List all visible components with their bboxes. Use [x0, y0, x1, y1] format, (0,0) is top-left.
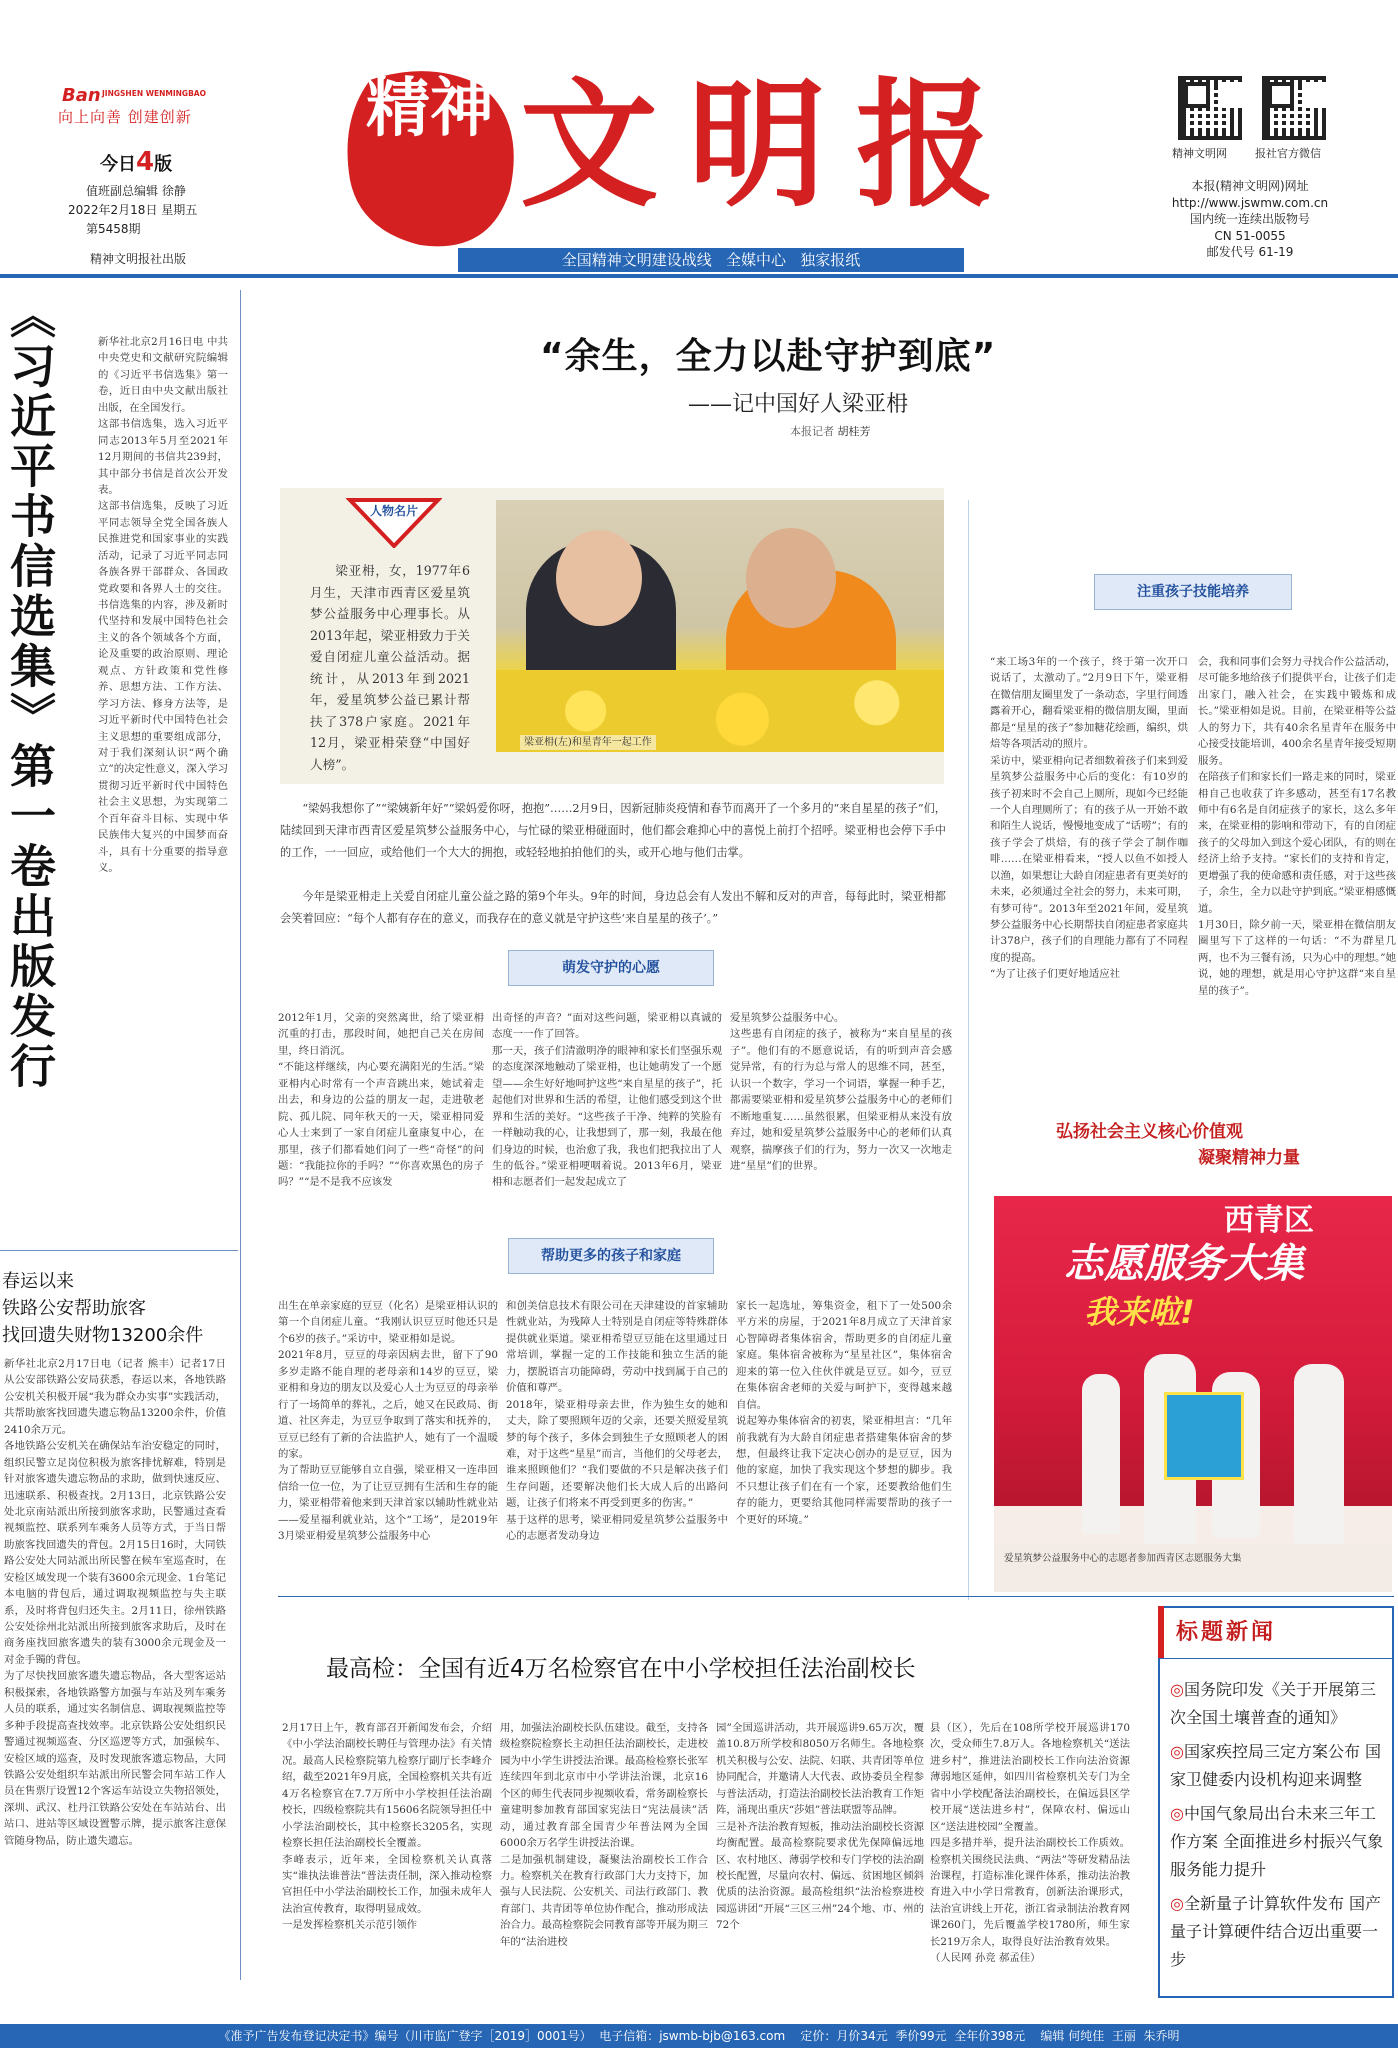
photo2-banner-1: 西青区 — [1224, 1203, 1314, 1238]
photo2-person-4 — [1294, 1364, 1344, 1544]
slogan: 向上向善 创建创新 — [58, 108, 192, 126]
qr-code-wechat — [1262, 76, 1326, 140]
edu-col1: 2月17日上午，教育部召开新闻发布会，介绍《中小学法治副校长聘任与管理办法》有关情况。最高人民检察院第九检察厅副厅长李峰介绍，截至2021年9月底，全国检察机关共有近4万名检察官在7.7万所中小学校担任法治副校长，四级检察院共有15606名院领导担任中小学法治副校长，其中检察长3205名，实现检察长担任法治副校长全覆盖。 李峰表示，近年来，全国检察机关认真落实“谁执法谁普法”普法责任制，深入推动检察官担任中小学法治副校长工作，加强未成年人法治宣传教育，取得明显成效。 一是发挥检察机关示范引领作 — [282, 1722, 492, 1932]
photo2-sign — [1164, 1392, 1244, 1480]
section2-col2: 和创美信息技术有限公司在天津建设的首家辅助性就业站，为残障人士特别是自闭症等特殊群体提供就业渠道。梁亚枏希望豆豆能在这里通过日常培训，掌握一定的工作技能和独立生活的能力，摆脱语言功能障碍，劳动中找到属于自己的价值和尊严。 2018年，梁亚枏母亲去世，作为独生女的她和丈夫，除了要照顾年迈的父亲，还要关照爱星筑梦的每个孩子，多体会到独生子女照顾老人的困难，对于这些“星星”而言，当他们的父母老去，谁来照顾他们？“我们要做的不只是解决孩子们生存问题，还要解决他们长大成人后的出路问题，让孩子们将来不再受到更多的伤害。” 基于这样的思考，梁亚枏同爱星筑梦公益服务中心的志愿者发动身边 — [506, 1300, 728, 1543]
feature-photo — [496, 500, 944, 752]
section1-col2: 出奇怪的声音？”面对这些问题，梁亚枏以真诚的态度一一作了回答。 那一天，孩子们清澈明净的眼神和家长们坚强乐观的态度深深地触动了梁亚枏，也让她萌发了一个愿望——余生好好地呵护这些“来自星星的孩子”，托起他们对世界和生活的希望，让他们感受到这个世界和生活的美好。“这些孩子干净、纯粹的笑脸有一样触动我的心，让我想到了，那一刻，我最在他们身边的时候，也治愈了我，我也们把我拉出了人生的低谷。”梁亚枏哽咽着说。2013年6月，梁亚枏和志愿者们一起发起成立了 — [492, 1012, 722, 1189]
edu-col2: 用，加强法治副校长队伍建设。截至，支持各级检察院检察长主动担任法治副校长，走进校园为中小学生讲授法治课。最高检检察长张军连续四年到北京市中小学讲法治课，北京16个区的师生代表同步视频收看，常务副检察长童建明参加教育部国家宪法日“宪法晨读”活动，通过教育部全国青少年普法网为全国6000余万名学生讲授法治课。 二是加强机制建设，凝聚法治副校长工作合力。检察机关在教育行政部门大力支持下，加强与人民法院、公安机关、司法行政部门、教育部门、共青团等单位协作配合，推动形成法治合力。最高检察院会同教育部等开展为期三年的“法治进校 — [500, 1722, 708, 1948]
site-info: 本报(精神文明网)网址 http://www.jswmw.com.cn 国内统一连续出版物号 CN 51-0055 邮发代号 61-19 — [1171, 179, 1329, 259]
photo2-banner-3: 我来啦! — [1084, 1293, 1195, 1331]
brief-item[interactable]: ◎国家疾控局三定方案公布 国家卫健委内设机构迎来调整 — [1170, 1742, 1382, 1789]
rail-story-body: 新华社北京2月17日电（记者 熊丰）记者17日从公安部铁路公安局获悉，春运以来，各地铁路公安机关积极开展“我为群众办实事”实践活动，共帮助旅客找回遗失遗忘物品13200余件，价值2410余万元。 各地铁路公安机关在确保站车治安稳定的同时，组织民警立足岗位积极为旅客排忧解难，特别是针对旅客遗失遗忘物品的求助，做到快速反应、迅速联系、积极查找。2月13日，北京铁路公安处北京南站派出所接到旅客求助，民警通过查看视频监控、联系列车乘务人员等方式，于当日帮助旅客找回遗失的背包。2月15日16时，大同铁路公安处大同站派出所民警在候车室巡查时，在安检区域发现一个装有3600余元现金、1台笔记本电脑的背包后，通过调取视频监控与失主联系，及时将背包归还失主。2月11日，徐州铁路公安处徐州北站派出所接到旅客求助后，及时在商务座找回旅客遗失的装有3000余元现金及一对金手镯的背包。 为了尽快找回旅客遗失遗忘物品，各大型客运站积极探索，各地铁路警方加强与车站及列车乘务人员的联系，通过实名制信息、调取视频监控等多种手段提高查找效率。北京铁路公安处组织民警通过视频巡查、分区巡逻等方式，加强候车、安检区域的巡查，及时发现旅客遗忘物品，大同铁路公安处组织车站派出所民警会同车站工作人员在售票厅设置12个客运车站设立失物招领处，深圳、武汉、杜丹江铁路公安处在车站站台、出站口、进站等区域设置警示牌，提示旅客注意保管随身物品，防止遗失遗忘。 — [4, 1358, 226, 1847]
book-story-headline: 《习近平书信选集》第一卷出版发行 — [3, 292, 57, 1092]
brief-item[interactable]: ◎全新量子计算软件发布 国产量子计算硬件结合迈出重要一步 — [1170, 1894, 1382, 1969]
volunteer-photo — [994, 1196, 1392, 1592]
volunteer-photo-caption: 爱星筑梦公益服务中心的志愿者参加西青区志愿服务大集 — [1004, 1553, 1242, 1564]
feature-photo-caption: 梁亚枏(左)和星青年一起工作 — [520, 735, 656, 750]
lower-section-rule — [278, 1596, 1394, 1597]
main-subtitle: ——记中国好人梁亚枏 — [688, 392, 909, 417]
subhead-2: 帮助更多的孩子和家庭 — [508, 1238, 714, 1274]
briefs-list — [1170, 1676, 1384, 1974]
subhead-1: 萌发守护的心愿 — [508, 950, 714, 986]
lead-paragraph-1: “梁妈我想你了”“梁姨新年好”“梁妈爱你呀，抱抱”……2月9日，因新冠肺炎疫情和春节而离开了一个多月的“来自星星的孩子”们，陆续回到天津市西青区爱星筑梦公益服务中心，与忙碌的梁亚枏碰面时，他们都会难抑心中的喜悦上前打个招呼。梁亚枏也会停下手中的工作，一一回应，或给他们一个大大的拥抱，或轻轻地拍拍他们的头，或开心地与他们击掌。 — [280, 802, 946, 859]
newspaper-title: 文明报 — [520, 63, 1025, 226]
bullet-icon: ◎ — [1170, 1680, 1184, 1699]
section1-col3: 爱星筑梦公益服务中心。 这些患有自闭症的孩子，被称为“来自星星的孩子”。他们有的不愿意说话，有的听到声音会感觉异常，有的行为总与常人的思维不同，甚至，认识一个数字，学习一个词语，掌握一种手艺，都需要梁亚枏和爱星筑梦公益服务中心的老师们不断地重复……虽然很累，但梁亚枏从来没有放弃过，她和爱星筑梦公益服务中心的老师们认真观察，揣摩孩子们的行为，努力一次又一次地走进“星星”们的世界。 — [730, 1012, 952, 1172]
briefs-accent — [1158, 1606, 1164, 1658]
photo2-slogan-1: 弘扬社会主义核心价值观 — [1056, 1122, 1243, 1142]
brief-item[interactable]: ◎国务院印发《关于开展第三次全国土壤普查的通知》 — [1170, 1680, 1376, 1727]
photo2-person-1 — [1082, 1374, 1120, 1534]
left-hrule — [0, 1250, 238, 1251]
publisher: 精神文明报社出版 — [90, 252, 187, 266]
edu-headline: 最高检：全国有近4万名检察官在中小学校担任法治副校长 — [326, 1656, 916, 1682]
photo-face-right — [746, 528, 836, 628]
footer-text: 《准予广告发布登记决定书》编号（川市监广登字［2019］0001号） 电子信箱：jswmb-bjb@163.com 定价：月价34元 季价99元 全年价398元 编辑 何纯佳 王丽 朱乔明 — [218, 2029, 1180, 2043]
photo-face-left — [556, 530, 642, 626]
profile-card-text: 梁亚枏，女，1977年6月生，天津市西青区爱星筑梦公益服务中心理事长。从2013年起，梁亚枏致力于关爱自闭症儿童公益活动。据统计，从2013年到2021年，爱星筑梦公益已累计帮扶了378户家庭。2021年12月，梁亚枏荣登“中国好人榜”。 — [310, 563, 470, 772]
photo2-banner-2: 志愿服务大集 — [1064, 1241, 1304, 1287]
photo2-slogan-2: 凝聚精神力量 — [1198, 1148, 1300, 1168]
logo-mark: Ban — [62, 85, 101, 106]
main-headline: “余生，全力以赴守护到底” — [540, 336, 997, 377]
qr1-label: 精神文明网 — [1172, 147, 1227, 160]
subhead-3: 注重孩子技能培养 — [1094, 574, 1292, 610]
briefs-title: 标题新闻 — [1176, 1620, 1277, 1645]
section2-col1: 出生在单亲家庭的豆豆（化名）是梁亚枏认识的第一个自闭症儿童。“我刚认识豆豆时他还只是个6岁的孩子。”采访中，梁亚枏如是说。 2021年8月，豆豆的母亲因病去世，留下了90多岁走路不能自理的老母亲和14岁的豆豆，梁亚枏和身边的朋友以及爱心人士为豆豆的母亲举行了一场简单的葬礼，之后，她又在民政局、街道、社区奔走，为豆豆争取到了落实和抚养的，豆豆已经有了新的合法监护人，她有了一个温暖的家。 为了帮助豆豆能够自立自强，梁亚枏又一连串回信给一位一位，为了让豆豆拥有生活和生存的能力，梁亚枏带着他来到天津首家以辅助性就业站——爱星福利就业站，这个“工场”，是2019年3月梁亚枏爱星筑梦公益服务中心 — [278, 1300, 498, 1543]
left-divider — [240, 290, 241, 1980]
section1-col1: 2012年1月，父亲的突然离世，给了梁亚枏沉重的打击，那段时间，她把自己关在房间里，终日消沉。 “不能这样继续，内心要充满阳光的生活。”梁亚枏内心时常有一个声音跳出来，她试着走出去，和身边的公益的朋友一起，走进敬老院、孤儿院、同年秋天的一天，梁亚枏同爱心人士来到了一家自闭症儿童康复中心，在那里，孩子们都看她们问了一些“奇怪”的问题：“我能拉你的手吗？”“你喜欢黑色的房子吗？”“是不是我不应该发 — [278, 1012, 484, 1189]
edu-col4: 县（区），先后在108所学校开展巡讲170次，受众师生7.8万人。各地检察机关“送法进乡村”，推进法治副校长工作向法治资源薄弱地区延伸，如四川省检察机关专门为全省中小学校配备法治副校长，在偏远县区学校开展“送法进乡村”，保障农村、偏远山区“送法进校园”全覆盖。 四是多措并举，提升法治副校长工作质效。检察机关围绕民法典、“两法”等研发精品法治课程，打造标准化课件体系，推动法治教育进入中小学日常教育，创新法治课形式，法治宣讲线上开花，浙江省录制法治教育网课260门，先后覆盖学校1780所，师生家长219万余人，取得良好法治教育效果。 （人民网 孙竞 郝孟佳） — [930, 1722, 1130, 1965]
byline: 本报记者 胡桂芳 — [790, 425, 871, 438]
banner-text: 全国精神文明建设战线 全媒中心 独家报纸 — [561, 251, 861, 269]
title-seal-text: 精神 — [366, 71, 494, 146]
briefs-rule — [1158, 1658, 1394, 1659]
masthead-rule — [0, 274, 1398, 278]
edu-col3: 园”全国巡讲活动，共开展巡讲9.65万次，覆盖10.8万所学校和8050万名师生。各地检察机关积极与公安、法院、妇联、共青团等单位协同配合，并邀请人大代表、政协委员全程参与普法活动，打造法治副校长法治教育工作矩阵，涌现出重庆“莎姐”普法联盟等品牌。 三是补齐法治教育短板，推动法治副校长资源均衡配置。最高检察院要求优先保障偏远地区、农村地区、薄弱学校和专门学校的法治副校长配置，尽量向农村、偏远、贫困地区倾斜优质的法治资源。最高检组织“法治检察进校园巡讲团”开展“三区三州”24个地、市、州的72个 — [716, 1722, 924, 1932]
section3-col2: 会，我和同事们会努力寻找合作公益活动，尽可能多地给孩子们提供平台，让孩子们走出家门，融入社会，在实践中锻炼和成长。”梁亚枏如是说。目前，在梁亚枏等公益人的努力下，共有40余名星青年在服务中心接受技能培训，400余名星青年接受短期服务。 在陪孩子们和家长们一路走来的同时，梁亚枏自己也收获了许多感动，甚至有17名教师中有6名是自闭症孩子的家长，这么多年来，在梁亚枏的影响和带动下，有的自闭症孩子的父母加入到这个爱心团队，有的则在经济上给予支持。“家长们的支持和肯定，更增强了我的使命感和责任感，对于这些孩子，余生，全力以赴守护到底。”梁亚枏感慨道。 1月30日，除夕前一天，梁亚枏在微信朋友圈里写下了这样的一句话：“不为群星几两，也不为三餐有汤，只为心中的理想。”她说，她的理想，就是用心守护这群“来自星星的孩子”。 — [1198, 656, 1396, 997]
section3-col1: “来工场3年的一个孩子，终于第一次开口说话了，太激动了。”2月9日下午，梁亚枏在微信朋友圈里发了一条动态，字里行间透露着开心，翻看梁亚枏的微信朋友圈，里面都是“星星的孩子”参加糖花绘画，编织，烘焙等各项活动的照片。 采访中，梁亚枏向记者细数着孩子们来到爱星筑梦公益服务中心后的变化：有10岁的孩子初来时不会自己上厕所，现如今已经能一个人自理厕所了；有的孩子从一开始不敢和陌生人说话，慢慢地变成了“话唠”；有的孩子学会了烘焙，有的孩子学会了制作咖啡……在梁亚枏看来，“授人以鱼不如授人以渔，如果想让大龄自闭症患者有更美好的未来，必须通过全社会的努力，未来可期，有梦可待”。2013年至2021年间，爱星筑梦公益服务中心长期帮扶自闭症患者家庭共计378户，孩子们的自理能力都有了不同程度的提高。 “为了让孩子们更好地适应社 — [990, 656, 1188, 981]
book-story-body: 新华社北京2月16日电 中共中央党史和文献研究院编辑的《习近平书信选集》第一卷，近日由中央文献出版社出版，在全国发行。 这部书信选集，选入习近平同志2013年5月至2021年12月期间的书信共239封，其中部分书信是首次公开发表。 这部书信选集，反映了习近平同志领导全党全国各族人民推进党和国家事业的实践活动，记录了习近平同志同各族各界干部群众、各国政党政要和各界人士的交往。书信选集的内容，涉及新时代坚持和发展中国特色社会主义的各个领域各个方面，论及重要的政治原则、理论观点、方针政策和党性修养、思想方法、工作方法、学习方法、修身方法等，是习近平新时代中国特色社会主义思想的重要组成部分，对于我们深刻认识“两个确立”的决定性意义，深入学习贯彻习近平新时代中国特色社会主义思想，为实现第二个百年奋斗目标、实现中华民族伟大复兴的中国梦而奋斗，具有十分重要的指导意义。 — [98, 336, 228, 874]
logo-small-text: JINGSHEN WENMINGBAO — [102, 89, 206, 98]
main-right-divider — [968, 500, 969, 1600]
brief-item[interactable]: ◎中国气象局出台未来三年工作方案 全面推进乡村振兴气象服务能力提升 — [1170, 1804, 1384, 1879]
bullet-icon: ◎ — [1170, 1894, 1184, 1913]
qr2-label: 报社官方微信 — [1255, 147, 1321, 160]
today-pages: 今日4版 — [100, 147, 173, 177]
rail-story-headline: 春运以来 铁路公安帮助旅客 找回遗失财物13200余件 — [2, 1271, 204, 1346]
section2-col3: 家长一起选址，筹集资金，租下了一处500余平方米的房屋，于2021年8月成立了天津首家心智障碍者集体宿舍，帮助更多的自闭症儿童家庭。集体宿舍被称为“星星社区”，集体宿舍迎来的第一位入住伙伴就是豆豆。如今，豆豆在集体宿舍老师的关爱与呵护下，变得越来越自信。 说起筹办集体宿舍的初衷，梁亚枏坦言：“几年前我就有为大龄自闭症患者搭建集体宿舍的梦想，但最终让我下定决心创办的是豆豆，因为他的家庭，加快了我实现这个梦想的脚步。我不只想让孩子们在有一个家，还要教给他们生存的能力，更要给其他同样需要帮助的孩子一个更好的环境。” — [736, 1300, 952, 1526]
issue-info: 值班副总编辑 徐静 2022年2月18日 星期五 第5458期 — [68, 184, 198, 236]
bullet-icon: ◎ — [1170, 1742, 1184, 1761]
bullet-icon: ◎ — [1170, 1804, 1184, 1823]
badge-label: 人物名片 — [370, 504, 419, 518]
qr-code-website — [1178, 76, 1242, 140]
lead-paragraph-2: 今年是梁亚枏走上关爱自闭症儿童公益之路的第9个年头。9年的时间，身边总会有人发出不解和反对的声音，每每此时，梁亚枏都会笑着回应：“每个人都有存在的意义，而我存在的意义就是守护这些‘来自星星的孩子’。” — [280, 890, 946, 925]
